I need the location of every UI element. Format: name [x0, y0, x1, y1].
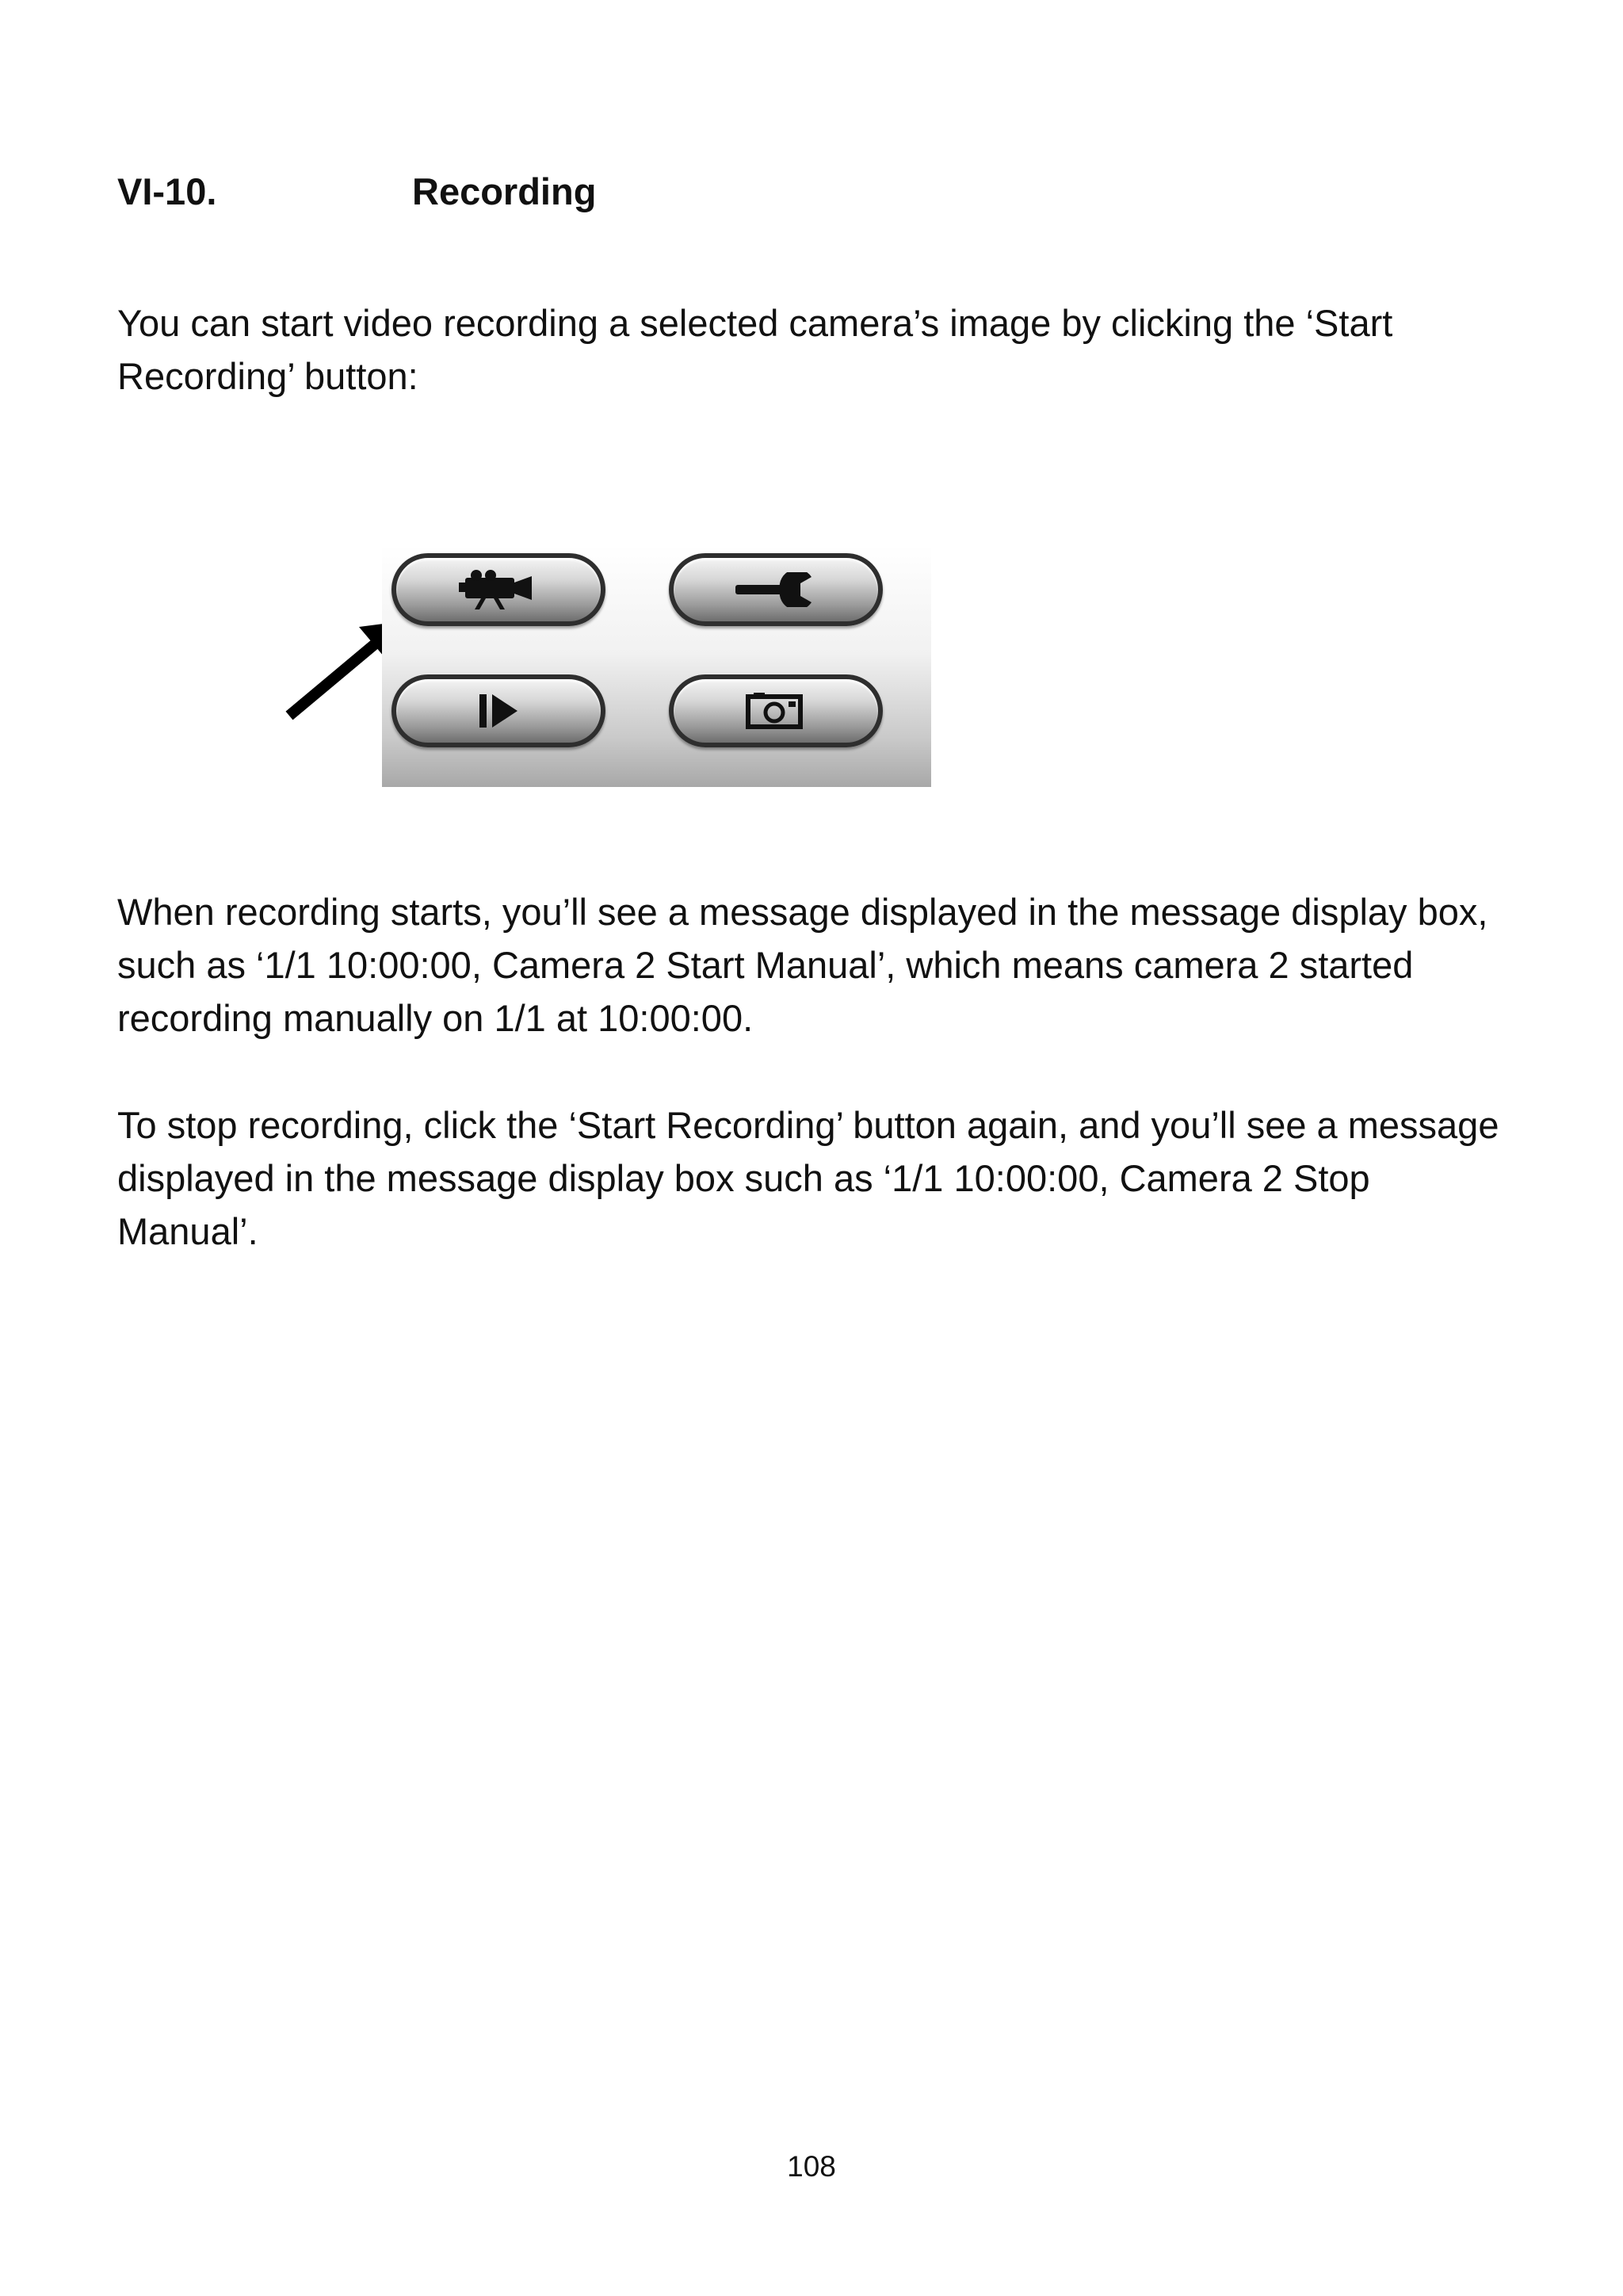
section-number: VI-10. — [117, 170, 217, 212]
camera-icon — [744, 691, 808, 731]
settings-button[interactable] — [669, 553, 883, 626]
playback-button[interactable] — [391, 674, 605, 747]
recording-start-paragraph: When recording starts, you’ll see a message displayed in the message display box, such as ‘1/1 10:00:00, Camera 2 Start Manual’, which means camera 2 started recording manually on 1/1 at 10:00:00. — [117, 891, 1488, 1039]
snapshot-button[interactable] — [669, 674, 883, 747]
section-heading — [117, 168, 596, 216]
video-camera-icon — [459, 568, 538, 611]
recording-stop-paragraph: To stop recording, click the ‘Start Recording’ button again, and you’ll see a message displayed in the message display box such as ‘1/1 10:00:00, Camera 2 Stop Manual’. — [117, 1104, 1499, 1252]
play-icon — [475, 691, 522, 731]
intro-paragraph: You can start video recording a selected camera’s image by clicking the ‘Start Recording’ button: — [117, 302, 1393, 397]
section-title: Recording — [412, 170, 597, 212]
start-recording-button[interactable] — [391, 553, 605, 626]
wrench-icon — [732, 572, 819, 607]
control-button-panel — [382, 545, 931, 787]
page-number: 108 — [787, 2150, 836, 2183]
button-figure — [273, 545, 931, 787]
